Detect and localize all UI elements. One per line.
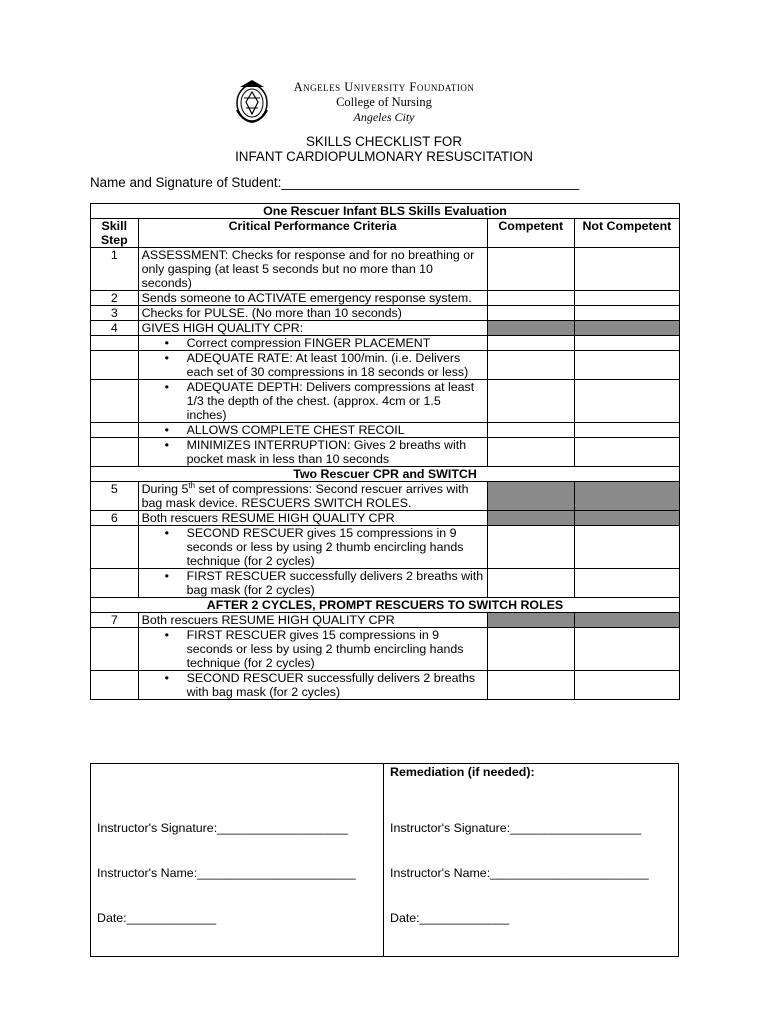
- section-title-switch-roles: AFTER 2 CYCLES, PROMPT RESCUERS TO SWITCH ROLES: [91, 598, 680, 613]
- section-header-row: [91, 598, 680, 613]
- instructor-name-field[interactable]: Instructor's Name:_______________________: [97, 866, 356, 880]
- ordinal-suffix: th: [188, 480, 196, 490]
- step-number-empty: [91, 438, 139, 467]
- criteria-text: ASSESSMENT: Checks for response and for no breathing or only gasping (at least 5 seconds but no more than 10 seconds): [138, 248, 487, 291]
- section-header-row: [91, 467, 680, 482]
- col-header-competent: Competent: [487, 219, 574, 248]
- shaded-cell: [574, 511, 679, 526]
- not-competent-cell[interactable]: [574, 380, 679, 423]
- table-row: [91, 569, 680, 598]
- section-header-row: [91, 204, 680, 219]
- shaded-cell: [574, 613, 679, 628]
- student-name-field[interactable]: [90, 175, 579, 190]
- bullet-icon: •: [164, 438, 169, 452]
- shaded-cell: [487, 321, 574, 336]
- criteria-bullet: [138, 628, 487, 671]
- criteria-text: FIRST RESCUER successfully delivers 2 breaths with bag mask (for 2 cycles): [186, 569, 484, 597]
- shaded-cell: [574, 321, 679, 336]
- remediation-heading: Remediation (if needed):: [390, 765, 535, 779]
- not-competent-cell[interactable]: [574, 526, 679, 569]
- shaded-cell: [487, 511, 574, 526]
- institution-name: Angeles University Foundation: [293, 80, 475, 94]
- criteria-bullet: [138, 438, 487, 467]
- not-competent-cell[interactable]: [574, 351, 679, 380]
- criteria-text: ADEQUATE DEPTH: Delivers compressions at least 1/3 the depth of the chest. (approx. 4cm or 1.5 inches): [186, 380, 475, 422]
- not-competent-cell[interactable]: [574, 306, 679, 321]
- step-number-empty: [91, 351, 139, 380]
- date-field[interactable]: Date:_____________: [97, 911, 217, 925]
- table-row: [91, 438, 680, 467]
- criteria-bullet: [138, 671, 487, 700]
- criteria-text: Checks for PULSE. (No more than 10 seconds): [138, 306, 487, 321]
- title-line-1: SKILLS CHECKLIST FOR: [305, 134, 463, 149]
- table-row: [91, 351, 680, 380]
- not-competent-cell[interactable]: [574, 336, 679, 351]
- table-row: [91, 380, 680, 423]
- table-row: [91, 306, 680, 321]
- competent-cell[interactable]: [487, 423, 574, 438]
- criteria-text: Correct compression FINGER PLACEMENT: [186, 336, 431, 350]
- table-row: [91, 511, 680, 526]
- shaded-cell: [487, 482, 574, 511]
- step-number-empty: [91, 336, 139, 351]
- table-row: [91, 628, 680, 671]
- col-header-not-competent: Not Competent: [574, 219, 679, 248]
- table-row: [91, 526, 680, 569]
- not-competent-cell[interactable]: [574, 291, 679, 306]
- criteria-text: [138, 482, 487, 511]
- document-title: [0, 134, 768, 164]
- column-header-row: [91, 219, 680, 248]
- shaded-cell: [487, 613, 574, 628]
- remediation-section: [384, 764, 679, 957]
- step-number: 5: [91, 482, 139, 511]
- criteria-text: ALLOWS COMPLETE CHEST RECOIL: [186, 423, 405, 437]
- step-number: 1: [91, 248, 139, 291]
- step-number: 4: [91, 321, 139, 336]
- shaded-cell: [574, 482, 679, 511]
- table-row: [91, 321, 680, 336]
- table-row: [91, 336, 680, 351]
- competent-cell[interactable]: [487, 291, 574, 306]
- skills-checklist-table: [90, 203, 680, 700]
- bullet-icon: •: [164, 351, 169, 365]
- remediation-instructor-name-field[interactable]: Instructor's Name:_______________________: [390, 866, 649, 880]
- bullet-icon: •: [164, 336, 169, 350]
- criteria-text: ADEQUATE RATE: At least 100/min. (i.e. Delivers each set of 30 compressions in 18 seconds or less): [186, 351, 469, 379]
- title-line-2: INFANT CARDIOPULMONARY RESUSCITATION: [235, 149, 533, 164]
- criteria-text: SECOND RESCUER successfully delivers 2 breaths with bag mask (for 2 cycles): [186, 671, 476, 699]
- criteria-text: MINIMIZES INTERRUPTION: Gives 2 breaths with pocket mask in less than 10 seconds: [186, 438, 467, 466]
- step-number: 7: [91, 613, 139, 628]
- criteria-text: FIRST RESCUER gives 15 compressions in 9 seconds or less by using 2 thumb encircling hands technique (for 2 cycles): [186, 628, 464, 670]
- criteria-text-part: During 5: [141, 482, 189, 496]
- bullet-icon: •: [164, 628, 169, 642]
- competent-cell[interactable]: [487, 526, 574, 569]
- criteria-text: Both rescuers RESUME HIGH QUALITY CPR: [138, 613, 487, 628]
- college-name: College of Nursing: [336, 95, 432, 109]
- table-row: [91, 423, 680, 438]
- table-row: [91, 613, 680, 628]
- criteria-bullet: [138, 569, 487, 598]
- competent-cell[interactable]: [487, 380, 574, 423]
- remediation-instructor-signature-field[interactable]: Instructor's Signature:___________________: [390, 821, 642, 835]
- bullet-icon: •: [164, 671, 169, 685]
- step-number-empty: [91, 380, 139, 423]
- instructor-signature-box: [90, 763, 679, 957]
- step-number: 3: [91, 306, 139, 321]
- student-name-label: Name and Signature of Student:: [90, 175, 282, 190]
- step-number-empty: [91, 628, 139, 671]
- student-name-blank[interactable]: ________________________________________: [281, 175, 580, 190]
- criteria-text-part: set of compressions: Second rescuer arrives with bag mask device. RESCUERS SWITCH ROLES.: [141, 482, 469, 510]
- section-title-two-rescuer: Two Rescuer CPR and SWITCH: [91, 467, 680, 482]
- competent-cell[interactable]: [487, 306, 574, 321]
- university-seal-logo: [234, 78, 270, 124]
- bullet-icon: •: [164, 569, 169, 583]
- section-title-one-rescuer: One Rescuer Infant BLS Skills Evaluation: [91, 204, 680, 219]
- not-competent-cell[interactable]: [574, 671, 679, 700]
- bullet-icon: •: [164, 423, 169, 437]
- table-row: [91, 291, 680, 306]
- not-competent-cell[interactable]: [574, 438, 679, 467]
- criteria-bullet: [138, 336, 487, 351]
- not-competent-cell[interactable]: [574, 248, 679, 291]
- criteria-bullet: [138, 526, 487, 569]
- competent-cell[interactable]: [487, 336, 574, 351]
- not-competent-cell[interactable]: [574, 423, 679, 438]
- step-number: 6: [91, 511, 139, 526]
- institution-header: [270, 80, 498, 125]
- step-number-empty: [91, 526, 139, 569]
- competent-cell[interactable]: [487, 438, 574, 467]
- step-number: 2: [91, 291, 139, 306]
- remediation-date-field[interactable]: Date:_____________: [390, 911, 510, 925]
- competent-cell[interactable]: [487, 628, 574, 671]
- step-number-empty: [91, 671, 139, 700]
- competent-cell[interactable]: [487, 248, 574, 291]
- criteria-bullet: [138, 351, 487, 380]
- criteria-text: Sends someone to ACTIVATE emergency response system.: [138, 291, 487, 306]
- table-row: [91, 482, 680, 511]
- criteria-text: GIVES HIGH QUALITY CPR:: [138, 321, 487, 336]
- col-header-step: Skill Step: [91, 219, 139, 248]
- criteria-text: SECOND RESCUER gives 15 compressions in 9 seconds or less by using 2 thumb encircling hands technique (for 2 cycles): [186, 526, 464, 568]
- city-name: Angeles City: [353, 110, 415, 124]
- competent-cell[interactable]: [487, 671, 574, 700]
- bullet-icon: •: [164, 380, 169, 394]
- col-header-criteria: Critical Performance Criteria: [138, 219, 487, 248]
- bullet-icon: •: [164, 526, 169, 540]
- competent-cell[interactable]: [487, 351, 574, 380]
- not-competent-cell[interactable]: [574, 569, 679, 598]
- not-competent-cell[interactable]: [574, 628, 679, 671]
- instructor-signature-field[interactable]: Instructor's Signature:___________________: [97, 821, 349, 835]
- step-number-empty: [91, 569, 139, 598]
- instructor-signature-left: [91, 764, 384, 957]
- criteria-bullet: [138, 380, 487, 423]
- competent-cell[interactable]: [487, 569, 574, 598]
- criteria-bullet: [138, 423, 487, 438]
- table-row: [91, 248, 680, 291]
- table-row: [91, 671, 680, 700]
- criteria-text: Both rescuers RESUME HIGH QUALITY CPR: [138, 511, 487, 526]
- step-number-empty: [91, 423, 139, 438]
